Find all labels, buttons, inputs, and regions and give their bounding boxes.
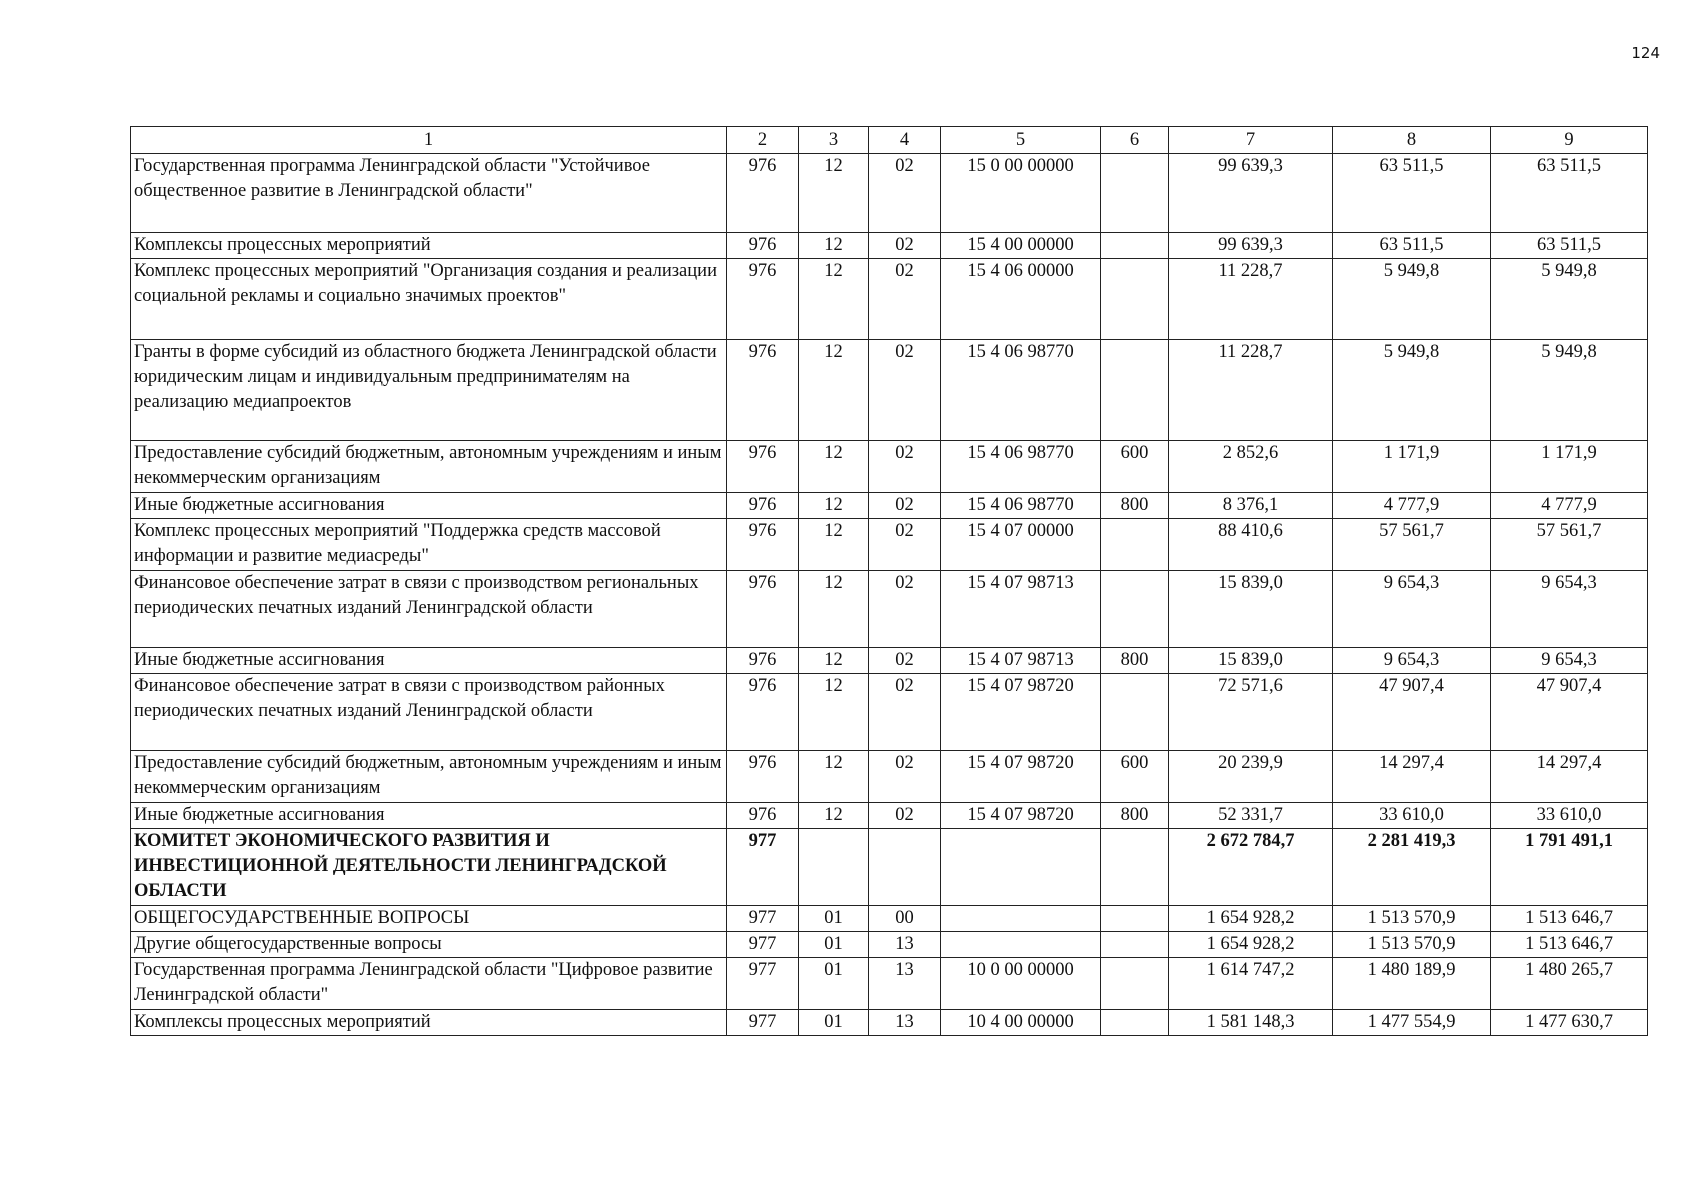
- cell-vr: 800: [1101, 648, 1169, 674]
- cell-amount-2: 1 477 554,9: [1333, 1010, 1491, 1036]
- cell-amount-1: 1 654 928,2: [1169, 906, 1333, 932]
- cell-csr: 15 4 07 98720: [941, 751, 1101, 803]
- row-name: Предоставление субсидий бюджетным, автономным учреждениям и иным некоммерческим организациям: [131, 751, 727, 803]
- cell-csr: 10 0 00 00000: [941, 958, 1101, 1010]
- cell-ved: 977: [727, 906, 799, 932]
- table-row: [131, 519, 1648, 571]
- cell-amount-3: 1 480 265,7: [1491, 958, 1648, 1010]
- cell-podrazdel: 02: [869, 648, 941, 674]
- header-cell: 5: [941, 127, 1101, 154]
- cell-csr: 15 4 00 00000: [941, 233, 1101, 259]
- table-row: [131, 932, 1648, 958]
- cell-csr: [941, 906, 1101, 932]
- cell-amount-1: 15 839,0: [1169, 571, 1333, 648]
- cell-amount-3: 1 477 630,7: [1491, 1010, 1648, 1036]
- cell-amount-3: 4 777,9: [1491, 493, 1648, 519]
- cell-ved: 976: [727, 340, 799, 441]
- header-cell: 7: [1169, 127, 1333, 154]
- cell-amount-1: 20 239,9: [1169, 751, 1333, 803]
- header-cell: 2: [727, 127, 799, 154]
- row-name: Комплекс процессных мероприятий "Поддержка средств массовой информации и развитие медиасреды": [131, 519, 727, 571]
- cell-podrazdel: 02: [869, 441, 941, 493]
- row-name: Комплексы процессных мероприятий: [131, 233, 727, 259]
- cell-amount-2: 1 171,9: [1333, 441, 1491, 493]
- cell-razdel: 12: [799, 751, 869, 803]
- header-cell: 9: [1491, 127, 1648, 154]
- table-row: [131, 259, 1648, 340]
- cell-amount-3: 5 949,8: [1491, 340, 1648, 441]
- table-row: [131, 674, 1648, 751]
- header-cell: 8: [1333, 127, 1491, 154]
- row-name: Финансовое обеспечение затрат в связи с производством региональных периодических печатных изданий Ленинградской области: [131, 571, 727, 648]
- row-name: Другие общегосударственные вопросы: [131, 932, 727, 958]
- cell-podrazdel: 02: [869, 154, 941, 233]
- cell-csr: [941, 932, 1101, 958]
- page-number: 124: [1631, 44, 1660, 62]
- cell-amount-3: 9 654,3: [1491, 648, 1648, 674]
- cell-amount-3: 9 654,3: [1491, 571, 1648, 648]
- table-row-committee: [131, 829, 1648, 906]
- cell-ved: 976: [727, 154, 799, 233]
- table-row: [131, 441, 1648, 493]
- cell-csr: 15 4 07 00000: [941, 519, 1101, 571]
- header-cell: 1: [131, 127, 727, 154]
- cell-podrazdel: 02: [869, 340, 941, 441]
- cell-razdel: 12: [799, 154, 869, 233]
- cell-ved: 976: [727, 571, 799, 648]
- cell-amount-1: 1 654 928,2: [1169, 932, 1333, 958]
- cell-amount-1: 72 571,6: [1169, 674, 1333, 751]
- cell-amount-3: 33 610,0: [1491, 803, 1648, 829]
- cell-amount-1: 11 228,7: [1169, 340, 1333, 441]
- cell-ved: 976: [727, 493, 799, 519]
- cell-csr: 15 4 07 98713: [941, 648, 1101, 674]
- cell-podrazdel: 02: [869, 259, 941, 340]
- cell-amount-1: 8 376,1: [1169, 493, 1333, 519]
- cell-csr: 15 0 00 00000: [941, 154, 1101, 233]
- row-name: Комплекс процессных мероприятий "Организация создания и реализации социальной рекламы и социально значимых проектов": [131, 259, 727, 340]
- row-name: Комплексы процессных мероприятий: [131, 1010, 727, 1036]
- cell-razdel: 12: [799, 648, 869, 674]
- cell-vr: [1101, 233, 1169, 259]
- budget-table: [130, 126, 1648, 1036]
- table-header-row: [131, 127, 1648, 154]
- cell-vr: [1101, 519, 1169, 571]
- cell-razdel: 12: [799, 233, 869, 259]
- cell-amount-3: 14 297,4: [1491, 751, 1648, 803]
- cell-amount-2: 1 480 189,9: [1333, 958, 1491, 1010]
- cell-razdel: 12: [799, 441, 869, 493]
- cell-ved: 976: [727, 233, 799, 259]
- cell-vr: [1101, 259, 1169, 340]
- cell-amount-2: 9 654,3: [1333, 571, 1491, 648]
- cell-amount-3: 1 171,9: [1491, 441, 1648, 493]
- table-row: [131, 803, 1648, 829]
- cell-amount-1: 15 839,0: [1169, 648, 1333, 674]
- header-cell: 4: [869, 127, 941, 154]
- cell-vr: 600: [1101, 751, 1169, 803]
- cell-vr: 800: [1101, 493, 1169, 519]
- row-name: Иные бюджетные ассигнования: [131, 493, 727, 519]
- cell-razdel: 01: [799, 906, 869, 932]
- cell-amount-1: 2 852,6: [1169, 441, 1333, 493]
- cell-csr: [941, 829, 1101, 906]
- cell-razdel: 12: [799, 519, 869, 571]
- row-name: Гранты в форме субсидий из областного бюджета Ленинградской области юридическим лицам и индивидуальным предпринимателям на реализацию медиапроектов: [131, 340, 727, 441]
- header-cell: 3: [799, 127, 869, 154]
- cell-podrazdel: 02: [869, 519, 941, 571]
- table-row: [131, 154, 1648, 233]
- cell-vr: [1101, 154, 1169, 233]
- cell-ved: 976: [727, 519, 799, 571]
- cell-amount-2: 47 907,4: [1333, 674, 1491, 751]
- cell-amount-3: 1 791 491,1: [1491, 829, 1648, 906]
- cell-csr: 15 4 07 98720: [941, 674, 1101, 751]
- cell-podrazdel: 02: [869, 751, 941, 803]
- cell-amount-3: 1 513 646,7: [1491, 906, 1648, 932]
- cell-csr: 15 4 06 98770: [941, 340, 1101, 441]
- table-row: [131, 648, 1648, 674]
- row-name: Предоставление субсидий бюджетным, автономным учреждениям и иным некоммерческим организациям: [131, 441, 727, 493]
- cell-ved: 977: [727, 829, 799, 906]
- row-name: Государственная программа Ленинградской области "Цифровое развитие Ленинградской области": [131, 958, 727, 1010]
- cell-amount-2: 9 654,3: [1333, 648, 1491, 674]
- row-name: Иные бюджетные ассигнования: [131, 803, 727, 829]
- cell-amount-1: 99 639,3: [1169, 233, 1333, 259]
- table-row: [131, 958, 1648, 1010]
- cell-razdel: 01: [799, 958, 869, 1010]
- cell-amount-1: 52 331,7: [1169, 803, 1333, 829]
- cell-ved: 976: [727, 674, 799, 751]
- cell-podrazdel: 13: [869, 932, 941, 958]
- row-name: Иные бюджетные ассигнования: [131, 648, 727, 674]
- cell-amount-3: 63 511,5: [1491, 233, 1648, 259]
- cell-amount-3: 63 511,5: [1491, 154, 1648, 233]
- row-name: Государственная программа Ленинградской области "Устойчивое общественное развитие в Ленинградской области": [131, 154, 727, 233]
- cell-vr: [1101, 829, 1169, 906]
- cell-ved: 976: [727, 441, 799, 493]
- cell-podrazdel: 13: [869, 1010, 941, 1036]
- cell-razdel: 01: [799, 1010, 869, 1036]
- cell-csr: 15 4 06 98770: [941, 441, 1101, 493]
- cell-vr: [1101, 1010, 1169, 1036]
- cell-amount-1: 2 672 784,7: [1169, 829, 1333, 906]
- cell-amount-2: 33 610,0: [1333, 803, 1491, 829]
- cell-amount-1: 88 410,6: [1169, 519, 1333, 571]
- cell-amount-2: 63 511,5: [1333, 154, 1491, 233]
- cell-amount-2: 57 561,7: [1333, 519, 1491, 571]
- cell-amount-2: 5 949,8: [1333, 340, 1491, 441]
- cell-ved: 976: [727, 803, 799, 829]
- cell-amount-1: 11 228,7: [1169, 259, 1333, 340]
- cell-razdel: 12: [799, 493, 869, 519]
- cell-vr: 600: [1101, 441, 1169, 493]
- cell-ved: 977: [727, 1010, 799, 1036]
- cell-ved: 977: [727, 932, 799, 958]
- cell-podrazdel: 02: [869, 571, 941, 648]
- header-cell: 6: [1101, 127, 1169, 154]
- cell-razdel: 12: [799, 803, 869, 829]
- cell-csr: 10 4 00 00000: [941, 1010, 1101, 1036]
- table-row: [131, 751, 1648, 803]
- table-row: [131, 571, 1648, 648]
- cell-amount-2: 1 513 570,9: [1333, 906, 1491, 932]
- cell-amount-3: 47 907,4: [1491, 674, 1648, 751]
- cell-razdel: 12: [799, 259, 869, 340]
- cell-amount-3: 1 513 646,7: [1491, 932, 1648, 958]
- cell-csr: 15 4 07 98713: [941, 571, 1101, 648]
- cell-razdel: 12: [799, 674, 869, 751]
- cell-ved: 976: [727, 648, 799, 674]
- cell-podrazdel: 02: [869, 493, 941, 519]
- cell-vr: [1101, 340, 1169, 441]
- cell-amount-2: 63 511,5: [1333, 233, 1491, 259]
- cell-razdel: 12: [799, 571, 869, 648]
- cell-amount-2: 2 281 419,3: [1333, 829, 1491, 906]
- table-row: [131, 340, 1648, 441]
- table-row: [131, 1010, 1648, 1036]
- cell-podrazdel: 13: [869, 958, 941, 1010]
- cell-csr: 15 4 06 00000: [941, 259, 1101, 340]
- cell-podrazdel: [869, 829, 941, 906]
- cell-csr: 15 4 06 98770: [941, 493, 1101, 519]
- cell-podrazdel: 00: [869, 906, 941, 932]
- cell-amount-3: 57 561,7: [1491, 519, 1648, 571]
- cell-amount-2: 1 513 570,9: [1333, 932, 1491, 958]
- row-name: ОБЩЕГОСУДАРСТВЕННЫЕ ВОПРОСЫ: [131, 906, 727, 932]
- cell-amount-1: 1 581 148,3: [1169, 1010, 1333, 1036]
- cell-csr: 15 4 07 98720: [941, 803, 1101, 829]
- cell-podrazdel: 02: [869, 674, 941, 751]
- cell-ved: 976: [727, 259, 799, 340]
- cell-vr: [1101, 906, 1169, 932]
- row-name: Финансовое обеспечение затрат в связи с производством районных периодических печатных изданий Ленинградской области: [131, 674, 727, 751]
- cell-amount-2: 4 777,9: [1333, 493, 1491, 519]
- cell-razdel: [799, 829, 869, 906]
- cell-vr: 800: [1101, 803, 1169, 829]
- cell-vr: [1101, 932, 1169, 958]
- cell-amount-1: 1 614 747,2: [1169, 958, 1333, 1010]
- cell-amount-3: 5 949,8: [1491, 259, 1648, 340]
- table-row: [131, 906, 1648, 932]
- cell-ved: 976: [727, 751, 799, 803]
- cell-vr: [1101, 571, 1169, 648]
- row-name: КОМИТЕТ ЭКОНОМИЧЕСКОГО РАЗВИТИЯ И ИНВЕСТИЦИОННОЙ ДЕЯТЕЛЬНОСТИ ЛЕНИНГРАДСКОЙ ОБЛАСТИ: [131, 829, 727, 906]
- table-row: [131, 233, 1648, 259]
- cell-vr: [1101, 674, 1169, 751]
- cell-razdel: 12: [799, 340, 869, 441]
- cell-amount-1: 99 639,3: [1169, 154, 1333, 233]
- cell-ved: 977: [727, 958, 799, 1010]
- cell-podrazdel: 02: [869, 233, 941, 259]
- cell-vr: [1101, 958, 1169, 1010]
- cell-amount-2: 14 297,4: [1333, 751, 1491, 803]
- table-row: [131, 493, 1648, 519]
- cell-razdel: 01: [799, 932, 869, 958]
- cell-podrazdel: 02: [869, 803, 941, 829]
- cell-amount-2: 5 949,8: [1333, 259, 1491, 340]
